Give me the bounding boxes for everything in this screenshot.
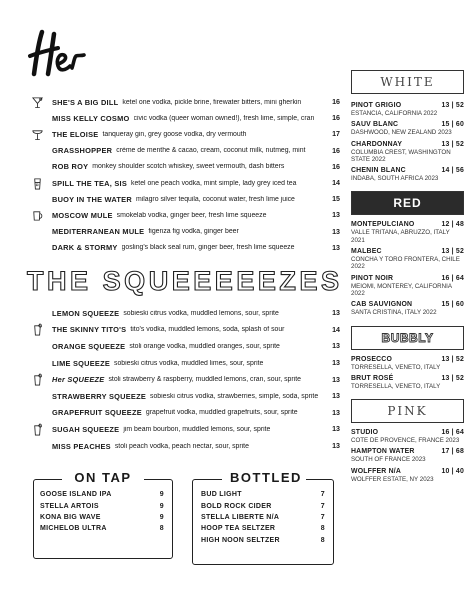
wine-origin: CONCHA Y TORO FRONTERA, CHILE 2022 — [351, 256, 460, 271]
item-name: GRASSHOPPER — [52, 146, 113, 156]
item-name: GRAPEFRUIT SQUEEZE — [52, 408, 142, 418]
wine-price: 13 | 52 — [441, 355, 464, 363]
list-item: STELLA ARTOIS 9 — [40, 502, 164, 510]
item-name: MEDITERRANEAN MULE — [52, 227, 145, 237]
menu-item — [22, 405, 340, 422]
wine-price: 17 | 68 — [441, 448, 464, 456]
item-description: ketel one peach vodka, mint simple, lady grey iced tea — [131, 179, 297, 187]
item-name: DARK & STORMY — [52, 243, 118, 253]
menu-item — [22, 175, 340, 191]
wine-name: PINOT NOIR — [351, 274, 394, 282]
item-description: sobieski citrus vodka, muddled limes, sour, sprite — [114, 359, 264, 367]
item-name: THE ELOISE — [52, 129, 99, 139]
wine-origin: DASHWOOD, NEW ZEALAND 2023 — [351, 129, 452, 137]
highball-icon — [22, 176, 52, 190]
item-name: SPILL THE TEA, SIS — [52, 178, 127, 188]
item-price: 16 — [332, 162, 340, 171]
on-tap-list — [40, 489, 164, 535]
list-item: HIGH NOON SELTZER 8 — [201, 536, 325, 544]
item-name: Her SQUEEZE — [52, 375, 105, 385]
on-tap-title: ON TAP — [62, 470, 144, 485]
menu-item — [22, 438, 340, 455]
item-name: MISS KELLY COSMO — [52, 113, 130, 123]
item-price: 15 — [332, 195, 340, 204]
squeezes-heading — [24, 263, 342, 297]
wine-item — [351, 468, 464, 483]
item-price: 13 — [332, 359, 340, 368]
cocktail-list — [22, 94, 340, 256]
item-description: stoli peach vodka, peach nectar, sour, sprite — [114, 442, 249, 450]
list-item: BUD LIGHT 7 — [201, 491, 325, 499]
wine-price: 13 | 52 — [441, 102, 464, 109]
item-description: ketel one vodka, pickle brine, firewater bitters, mini gherkin — [122, 98, 302, 106]
wine-price: 13 | 52 — [441, 140, 464, 148]
wine-item — [351, 448, 464, 463]
wine-name: WOLFFER N/A — [351, 467, 402, 475]
bottled-list — [201, 489, 325, 546]
item-description: sobieski citrus vodka, strawberries, simple, soda, sprite — [150, 392, 319, 400]
menu-item — [22, 371, 340, 388]
item-description: crème de menthe & cacao, cream, coconut milk, nutmeg, mint — [116, 147, 306, 155]
item-name: SUGAH SQUEEZE — [52, 424, 120, 434]
wine-header-pink: PINK — [351, 399, 464, 423]
wine-origin: WOLFFER ESTATE, NY 2023 — [351, 475, 434, 483]
item-name: LEMON SQUEEZE — [52, 308, 120, 318]
wine-item — [351, 248, 464, 271]
item-description: stoli strawberry & raspberry, muddled lemons, cran, sour, sprite — [108, 376, 301, 384]
menu-item — [22, 338, 340, 355]
wine-name: CHENIN BLANC — [351, 167, 406, 175]
item-name: ORANGE SQUEEZE — [52, 341, 126, 351]
wine-price: 15 | 60 — [441, 121, 464, 129]
menu-item — [22, 388, 340, 405]
item-description: sobieski citrus vodka, muddled lemons, sour, sprite — [123, 309, 279, 317]
item-name: MISS PEACHES — [52, 441, 111, 451]
wine-name: BRUT ROSÉ — [351, 374, 394, 382]
wine-item — [351, 375, 464, 390]
item-price: 13 — [332, 392, 340, 401]
item-price: 13 — [332, 425, 340, 434]
wine-list — [351, 70, 464, 483]
wine-item — [351, 275, 464, 298]
menu-item — [22, 224, 340, 240]
item-description: smokelab vodka, ginger beer, fresh lime squeeze — [116, 211, 267, 219]
item-name: THE SKINNY TITO'S — [52, 325, 127, 335]
wine-item — [351, 102, 464, 117]
item-description: figenza fig vodka, ginger beer — [148, 228, 239, 236]
wine-item — [351, 221, 464, 244]
squeeze-glass-icon — [22, 422, 52, 436]
item-description: gosling's black seal rum, ginger beer, fresh lime squeeze — [121, 244, 295, 252]
wine-origin: COLUMBIA CREST, WASHINGTON STATE 2022 — [351, 148, 451, 163]
wine-name: SAUV BLANC — [351, 121, 399, 129]
wine-item — [351, 356, 464, 371]
wine-price: 15 | 60 — [441, 301, 464, 309]
wine-price: 13 | 52 — [441, 374, 464, 382]
bubbly-title: BUBBLY — [381, 330, 434, 345]
item-description: stoli orange vodka, muddled oranges, sour, sprite — [129, 342, 280, 350]
item-price: 13 — [332, 309, 340, 318]
wine-origin: SANTA CRISTINA, ITALY 2022 — [351, 309, 437, 317]
squeeze-glass-icon — [22, 323, 52, 337]
menu-item — [22, 126, 340, 142]
item-name: BUOY IN THE WATER — [52, 194, 132, 204]
item-price: 13 — [332, 243, 340, 252]
menu-item — [22, 143, 340, 159]
wine-name: STUDIO — [351, 429, 379, 437]
item-price: 13 — [332, 375, 340, 384]
item-description: milagro silver tequila, coconut water, fresh lime juice — [135, 195, 295, 203]
item-description: tanqueray gin, grey goose vodka, dry vermouth — [102, 130, 247, 138]
her-logo — [24, 22, 90, 82]
item-name: ROB ROY — [52, 162, 89, 172]
wine-price: 14 | 56 — [441, 167, 464, 175]
mule-mug-icon — [22, 208, 52, 222]
menu-item — [22, 159, 340, 175]
wine-origin: TORRESELLA, VENETO, ITALY — [351, 382, 441, 390]
her-logo-script-icon — [24, 22, 90, 82]
item-description: jim beam bourbon, muddled lemons, sour, sprite — [123, 425, 271, 433]
wine-origin: SOUTH OF FRANCE 2023 — [351, 456, 426, 464]
item-price: 16 — [332, 114, 340, 123]
wine-item — [351, 121, 464, 136]
item-description: tito's vodka, muddled lemons, soda, splash of sour — [130, 326, 285, 334]
menu-item — [22, 322, 340, 339]
coupe-icon — [22, 127, 52, 141]
item-price: 14 — [332, 179, 340, 188]
wine-header-red: RED — [351, 191, 464, 215]
wine-name: MALBEC — [351, 248, 382, 256]
menu-item — [22, 207, 340, 223]
item-name: LIME SQUEEZE — [52, 358, 111, 368]
wine-price: 16 | 64 — [441, 429, 464, 437]
wine-header-bubbly — [351, 326, 464, 350]
wine-origin: INDABA, SOUTH AFRICA 2023 — [351, 175, 439, 183]
list-item: GOOSE ISLAND IPA 9 — [40, 491, 164, 499]
wine-origin: ESTANCIA, CALIFORNIA 2022 — [351, 110, 438, 117]
wine-name: HAMPTON WATER — [351, 448, 415, 456]
item-price: 13 — [332, 442, 340, 451]
menu-item — [22, 240, 340, 256]
wine-origin: TORRESELLA, VENETO, ITALY — [351, 363, 441, 371]
menu-item — [22, 94, 340, 110]
item-price: 13 — [332, 211, 340, 220]
wine-item — [351, 301, 464, 316]
menu-item — [22, 355, 340, 372]
wine-item — [351, 141, 464, 164]
wine-name: MONTEPULCIANO — [351, 221, 415, 229]
wine-item — [351, 429, 464, 444]
wine-price: 16 | 64 — [441, 274, 464, 282]
list-item: MICHELOB ULTRA 8 — [40, 525, 164, 533]
list-item: HOOP TEA SELTZER 8 — [201, 525, 325, 533]
item-name: STRAWBERRY SQUEEZE — [52, 391, 147, 401]
item-price: 13 — [332, 408, 340, 417]
menu-item — [22, 421, 340, 438]
wine-header-white: WHITE — [351, 70, 464, 94]
item-price: 14 — [332, 325, 340, 334]
list-item: KONA BIG WAVE 9 — [40, 513, 164, 521]
item-name: MOSCOW MULE — [52, 210, 113, 220]
bottled-title: BOTTLED — [222, 470, 306, 485]
item-description: grapefruit vodka, muddled grapefruits, sour, sprite — [145, 409, 298, 417]
wine-name: CAB SAUVIGNON — [351, 301, 413, 309]
item-price: 16 — [332, 146, 340, 155]
wine-price: 10 | 40 — [441, 467, 464, 475]
item-description: civic vodka (queer woman owned!), fresh lime, simple, cran — [133, 114, 315, 122]
wine-item — [351, 167, 464, 182]
menu-item — [22, 305, 340, 322]
wine-origin: MEIOMI, MONTEREY, CALIFORNIA 2022 — [351, 282, 452, 297]
menu-item — [22, 191, 340, 207]
wine-name: CHARDONNAY — [351, 140, 403, 148]
item-description: monkey shoulder scotch whiskey, sweet vermouth, dash bitters — [92, 163, 285, 171]
wine-price: 13 | 52 — [441, 248, 464, 256]
item-price: 16 — [332, 98, 340, 107]
wine-name: PINOT GRIGIO — [351, 102, 402, 109]
item-price: 13 — [332, 342, 340, 351]
wine-origin: COTE DE PROVENCE, FRANCE 2023 — [351, 437, 460, 445]
wine-origin: VALLE TRITANA, ABRUZZO, ITALY 2021 — [351, 229, 450, 244]
list-item: STELLA LIBERTE N/A 7 — [201, 513, 325, 521]
squeezes-list — [22, 305, 340, 454]
squeeze-glass-icon — [22, 373, 52, 387]
squeezes-heading-text: THE SQUEEEEEZES — [27, 266, 339, 296]
menu-item — [22, 110, 340, 126]
wine-name: PROSECCO — [351, 355, 393, 363]
item-name: SHE'S A BIG DILL — [52, 97, 119, 107]
martini-icon — [22, 95, 52, 109]
item-price: 17 — [332, 130, 340, 139]
wine-price: 12 | 48 — [441, 221, 464, 229]
list-item: BOLD ROCK CIDER 7 — [201, 502, 325, 510]
item-price: 13 — [332, 227, 340, 236]
